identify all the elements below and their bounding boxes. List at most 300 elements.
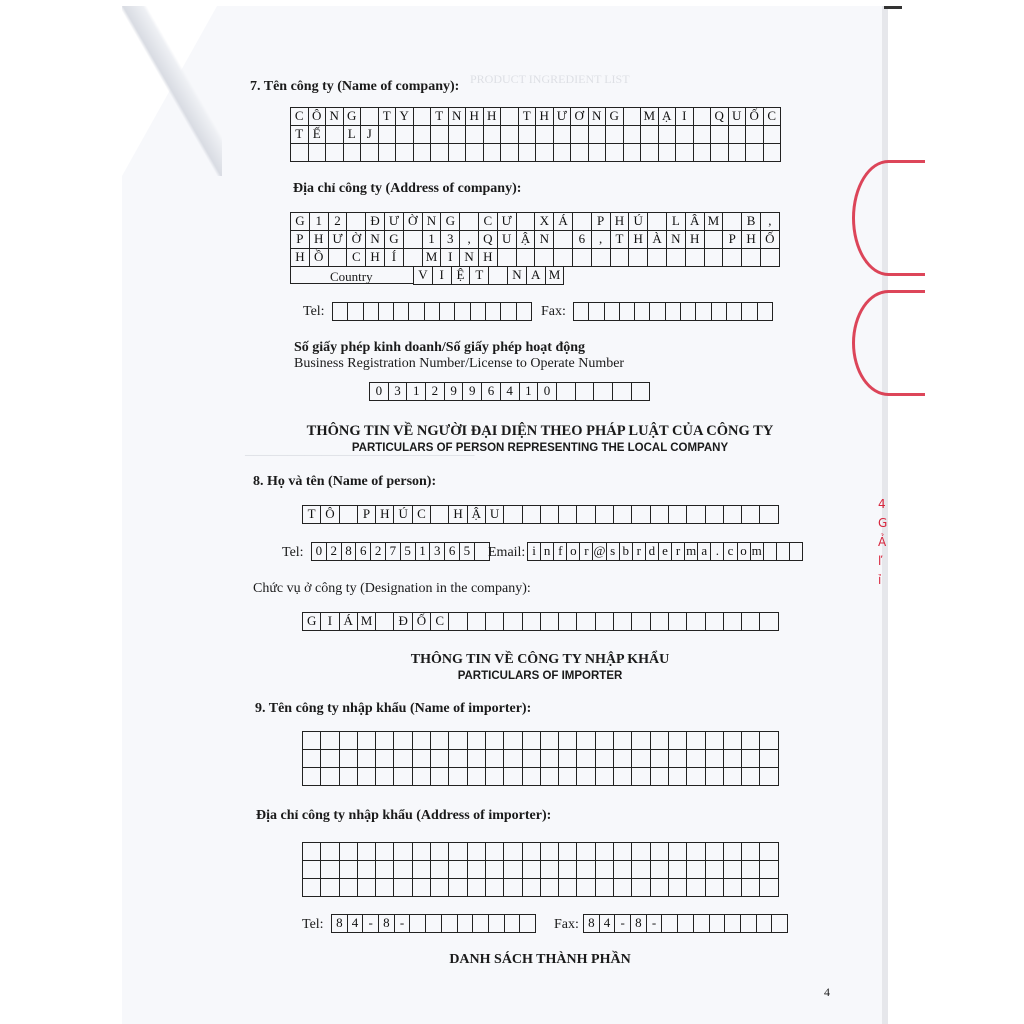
- char-cell[interactable]: [711, 144, 729, 162]
- char-cell[interactable]: [573, 249, 592, 267]
- char-cell[interactable]: Ư: [498, 213, 517, 231]
- char-cell[interactable]: [303, 768, 321, 786]
- char-cell[interactable]: [606, 126, 624, 144]
- char-cell[interactable]: T: [431, 108, 449, 126]
- char-cell[interactable]: [651, 879, 669, 897]
- char-cell[interactable]: [760, 506, 778, 524]
- char-cell[interactable]: [321, 879, 339, 897]
- char-cell[interactable]: [358, 732, 376, 750]
- char-cell[interactable]: Đ: [366, 213, 385, 231]
- char-cell[interactable]: [489, 267, 508, 285]
- char-cell[interactable]: [614, 732, 632, 750]
- char-cell[interactable]: [431, 861, 449, 879]
- char-cell[interactable]: L: [667, 213, 686, 231]
- char-cell[interactable]: [651, 732, 669, 750]
- char-cell[interactable]: T: [519, 108, 537, 126]
- char-cell[interactable]: [404, 231, 423, 249]
- char-cell[interactable]: [394, 303, 409, 321]
- char-cell[interactable]: [340, 843, 358, 861]
- char-cell[interactable]: [468, 879, 486, 897]
- char-cell[interactable]: [394, 861, 412, 879]
- char-cell[interactable]: [559, 843, 577, 861]
- char-cell[interactable]: [535, 249, 554, 267]
- char-cell[interactable]: [358, 843, 376, 861]
- person-name-grid[interactable]: [302, 505, 779, 524]
- char-cell[interactable]: [361, 144, 379, 162]
- char-cell[interactable]: [614, 768, 632, 786]
- char-cell[interactable]: B: [742, 213, 761, 231]
- char-cell[interactable]: [705, 249, 724, 267]
- char-cell[interactable]: [348, 303, 363, 321]
- char-cell[interactable]: [449, 879, 467, 897]
- char-cell[interactable]: [742, 861, 760, 879]
- char-cell[interactable]: [596, 861, 614, 879]
- char-cell[interactable]: [468, 861, 486, 879]
- char-cell[interactable]: [517, 249, 536, 267]
- char-cell[interactable]: [764, 126, 782, 144]
- char-cell[interactable]: [596, 732, 614, 750]
- char-cell[interactable]: ,: [592, 231, 611, 249]
- importer-address-grid[interactable]: [302, 842, 779, 897]
- char-cell[interactable]: [376, 768, 394, 786]
- char-cell[interactable]: [396, 144, 414, 162]
- char-cell[interactable]: o: [738, 543, 751, 561]
- char-cell[interactable]: [659, 144, 677, 162]
- char-cell[interactable]: 6: [356, 543, 371, 561]
- char-cell[interactable]: [706, 768, 724, 786]
- char-cell[interactable]: [468, 613, 486, 631]
- char-cell[interactable]: [504, 732, 522, 750]
- char-cell[interactable]: 4: [600, 915, 616, 933]
- char-cell[interactable]: 8: [584, 915, 600, 933]
- char-cell[interactable]: C: [764, 108, 782, 126]
- char-cell[interactable]: [725, 915, 741, 933]
- importer-tel-grid[interactable]: [331, 914, 536, 933]
- char-cell[interactable]: U: [729, 108, 747, 126]
- char-cell[interactable]: L: [344, 126, 362, 144]
- char-cell[interactable]: [669, 506, 687, 524]
- char-cell[interactable]: [501, 108, 519, 126]
- char-cell[interactable]: m: [685, 543, 698, 561]
- importer-fax-grid[interactable]: [583, 914, 788, 933]
- char-cell[interactable]: [466, 126, 484, 144]
- char-cell[interactable]: [706, 843, 724, 861]
- char-cell[interactable]: [504, 506, 522, 524]
- char-cell[interactable]: [605, 303, 620, 321]
- char-cell[interactable]: H: [291, 249, 310, 267]
- char-cell[interactable]: [632, 879, 650, 897]
- char-cell[interactable]: [577, 861, 595, 879]
- char-cell[interactable]: [687, 613, 705, 631]
- char-cell[interactable]: -: [647, 915, 663, 933]
- char-cell[interactable]: [554, 126, 572, 144]
- char-cell[interactable]: [523, 879, 541, 897]
- char-cell[interactable]: [541, 613, 559, 631]
- char-cell[interactable]: 6: [445, 543, 460, 561]
- char-cell[interactable]: [523, 732, 541, 750]
- char-cell[interactable]: [729, 144, 747, 162]
- char-cell[interactable]: e: [659, 543, 672, 561]
- char-cell[interactable]: [541, 506, 559, 524]
- char-cell[interactable]: [394, 732, 412, 750]
- char-cell[interactable]: [614, 879, 632, 897]
- char-cell[interactable]: N: [535, 231, 554, 249]
- char-cell[interactable]: [426, 915, 442, 933]
- char-cell[interactable]: [449, 861, 467, 879]
- char-cell[interactable]: [596, 843, 614, 861]
- char-cell[interactable]: Ồ: [310, 249, 329, 267]
- char-cell[interactable]: N: [508, 267, 527, 285]
- char-cell[interactable]: [557, 383, 576, 401]
- char-cell[interactable]: [757, 915, 773, 933]
- char-cell[interactable]: N: [589, 108, 607, 126]
- char-cell[interactable]: [742, 249, 761, 267]
- char-cell[interactable]: [326, 144, 344, 162]
- char-cell[interactable]: H: [466, 108, 484, 126]
- char-cell[interactable]: Â: [686, 213, 705, 231]
- char-cell[interactable]: [724, 732, 742, 750]
- char-cell[interactable]: [520, 915, 536, 933]
- char-cell[interactable]: [559, 861, 577, 879]
- char-cell[interactable]: [340, 732, 358, 750]
- char-cell[interactable]: [632, 383, 651, 401]
- char-cell[interactable]: I: [676, 108, 694, 126]
- char-cell[interactable]: U: [486, 506, 504, 524]
- char-cell[interactable]: [358, 750, 376, 768]
- char-cell[interactable]: [504, 879, 522, 897]
- char-cell[interactable]: Ạ: [659, 108, 677, 126]
- char-cell[interactable]: [449, 843, 467, 861]
- char-cell[interactable]: [376, 750, 394, 768]
- char-cell[interactable]: [394, 879, 412, 897]
- char-cell[interactable]: C: [479, 213, 498, 231]
- char-cell[interactable]: [501, 126, 519, 144]
- char-cell[interactable]: ,: [460, 231, 479, 249]
- char-cell[interactable]: I: [321, 613, 339, 631]
- char-cell[interactable]: [659, 126, 677, 144]
- char-cell[interactable]: [303, 843, 321, 861]
- char-cell[interactable]: [519, 126, 537, 144]
- char-cell[interactable]: [651, 750, 669, 768]
- char-cell[interactable]: [449, 613, 467, 631]
- char-cell[interactable]: N: [667, 231, 686, 249]
- char-cell[interactable]: [686, 249, 705, 267]
- char-cell[interactable]: [559, 768, 577, 786]
- char-cell[interactable]: [523, 506, 541, 524]
- char-cell[interactable]: H: [742, 231, 761, 249]
- char-cell[interactable]: P: [291, 231, 310, 249]
- char-cell[interactable]: [559, 613, 577, 631]
- char-cell[interactable]: T: [379, 108, 397, 126]
- char-cell[interactable]: 1: [423, 231, 442, 249]
- char-cell[interactable]: [414, 108, 432, 126]
- char-cell[interactable]: [742, 768, 760, 786]
- char-cell[interactable]: [614, 861, 632, 879]
- designation-grid[interactable]: [302, 612, 779, 631]
- char-cell[interactable]: [694, 126, 712, 144]
- char-cell[interactable]: H: [629, 231, 648, 249]
- char-cell[interactable]: H: [310, 231, 329, 249]
- char-cell[interactable]: T: [470, 267, 489, 285]
- char-cell[interactable]: [468, 843, 486, 861]
- char-cell[interactable]: [669, 732, 687, 750]
- char-cell[interactable]: 9: [463, 383, 482, 401]
- char-cell[interactable]: [624, 144, 642, 162]
- char-cell[interactable]: N: [326, 108, 344, 126]
- char-cell[interactable]: [694, 144, 712, 162]
- char-cell[interactable]: 8: [379, 915, 395, 933]
- char-cell[interactable]: [523, 843, 541, 861]
- char-cell[interactable]: [321, 861, 339, 879]
- char-cell[interactable]: Á: [554, 213, 573, 231]
- char-cell[interactable]: [504, 613, 522, 631]
- char-cell[interactable]: [742, 843, 760, 861]
- char-cell[interactable]: [596, 613, 614, 631]
- char-cell[interactable]: [449, 126, 467, 144]
- char-cell[interactable]: Ú: [394, 506, 412, 524]
- char-cell[interactable]: 3: [441, 231, 460, 249]
- char-cell[interactable]: Ú: [629, 213, 648, 231]
- char-cell[interactable]: [504, 861, 522, 879]
- char-cell[interactable]: [676, 144, 694, 162]
- importer-name-grid[interactable]: [302, 731, 779, 786]
- char-cell[interactable]: [687, 843, 705, 861]
- char-cell[interactable]: [589, 144, 607, 162]
- char-cell[interactable]: [410, 915, 426, 933]
- char-cell[interactable]: [414, 126, 432, 144]
- char-cell[interactable]: [449, 144, 467, 162]
- char-cell[interactable]: d: [646, 543, 659, 561]
- char-cell[interactable]: [742, 303, 757, 321]
- char-cell[interactable]: [592, 249, 611, 267]
- char-cell[interactable]: T: [291, 126, 309, 144]
- char-cell[interactable]: [486, 861, 504, 879]
- char-cell[interactable]: [471, 303, 486, 321]
- char-cell[interactable]: [413, 861, 431, 879]
- char-cell[interactable]: [746, 126, 764, 144]
- char-cell[interactable]: [669, 861, 687, 879]
- char-cell[interactable]: [554, 231, 573, 249]
- char-cell[interactable]: [760, 843, 778, 861]
- char-cell[interactable]: [669, 879, 687, 897]
- char-cell[interactable]: H: [449, 506, 467, 524]
- char-cell[interactable]: [742, 613, 760, 631]
- char-cell[interactable]: [760, 732, 778, 750]
- char-cell[interactable]: 2: [426, 383, 445, 401]
- char-cell[interactable]: [614, 613, 632, 631]
- char-cell[interactable]: @: [593, 543, 606, 561]
- char-cell[interactable]: ,: [761, 213, 780, 231]
- char-cell[interactable]: Y: [396, 108, 414, 126]
- char-cell[interactable]: [596, 506, 614, 524]
- char-cell[interactable]: [379, 303, 394, 321]
- char-cell[interactable]: [460, 213, 479, 231]
- char-cell[interactable]: [321, 843, 339, 861]
- char-cell[interactable]: [706, 879, 724, 897]
- char-cell[interactable]: [486, 732, 504, 750]
- char-cell[interactable]: Q: [711, 108, 729, 126]
- char-cell[interactable]: 4: [501, 383, 520, 401]
- char-cell[interactable]: [340, 750, 358, 768]
- char-cell[interactable]: [486, 750, 504, 768]
- country-grid[interactable]: [413, 266, 564, 285]
- char-cell[interactable]: [706, 506, 724, 524]
- char-cell[interactable]: [651, 843, 669, 861]
- char-cell[interactable]: [614, 843, 632, 861]
- char-cell[interactable]: [431, 144, 449, 162]
- char-cell[interactable]: G: [441, 213, 460, 231]
- char-cell[interactable]: Ế: [309, 126, 327, 144]
- char-cell[interactable]: [746, 144, 764, 162]
- char-cell[interactable]: Ư: [329, 231, 348, 249]
- char-cell[interactable]: [523, 613, 541, 631]
- char-cell[interactable]: Q: [479, 231, 498, 249]
- char-cell[interactable]: N: [423, 213, 442, 231]
- char-cell[interactable]: [379, 126, 397, 144]
- char-cell[interactable]: 6: [573, 231, 592, 249]
- char-cell[interactable]: [624, 108, 642, 126]
- char-cell[interactable]: [519, 144, 537, 162]
- char-cell[interactable]: 3: [430, 543, 445, 561]
- char-cell[interactable]: [650, 303, 665, 321]
- char-cell[interactable]: [541, 768, 559, 786]
- char-cell[interactable]: [486, 613, 504, 631]
- char-cell[interactable]: [742, 750, 760, 768]
- char-cell[interactable]: [758, 303, 773, 321]
- char-cell[interactable]: [573, 213, 592, 231]
- char-cell[interactable]: [431, 506, 449, 524]
- char-cell[interactable]: [333, 303, 348, 321]
- char-cell[interactable]: [651, 768, 669, 786]
- char-cell[interactable]: [376, 879, 394, 897]
- char-cell[interactable]: G: [291, 213, 310, 231]
- char-cell[interactable]: [541, 861, 559, 879]
- char-cell[interactable]: J: [361, 126, 379, 144]
- char-cell[interactable]: [711, 126, 729, 144]
- char-cell[interactable]: [413, 750, 431, 768]
- char-cell[interactable]: [687, 732, 705, 750]
- char-cell[interactable]: Ệ: [452, 267, 471, 285]
- char-cell[interactable]: [449, 750, 467, 768]
- char-cell[interactable]: 8: [342, 543, 357, 561]
- char-cell[interactable]: [696, 303, 711, 321]
- char-cell[interactable]: [614, 506, 632, 524]
- char-cell[interactable]: M: [358, 613, 376, 631]
- char-cell[interactable]: [594, 383, 613, 401]
- char-cell[interactable]: [413, 768, 431, 786]
- char-cell[interactable]: [706, 750, 724, 768]
- char-cell[interactable]: [772, 915, 788, 933]
- char-cell[interactable]: [632, 768, 650, 786]
- char-cell[interactable]: Ố: [413, 613, 431, 631]
- char-cell[interactable]: [466, 144, 484, 162]
- char-cell[interactable]: H: [686, 231, 705, 249]
- char-cell[interactable]: [723, 249, 742, 267]
- char-cell[interactable]: [574, 303, 589, 321]
- char-cell[interactable]: [729, 126, 747, 144]
- char-cell[interactable]: G: [344, 108, 362, 126]
- char-cell[interactable]: [431, 879, 449, 897]
- char-cell[interactable]: [431, 768, 449, 786]
- char-cell[interactable]: [571, 144, 589, 162]
- char-cell[interactable]: [431, 732, 449, 750]
- char-cell[interactable]: X: [535, 213, 554, 231]
- char-cell[interactable]: [484, 126, 502, 144]
- char-cell[interactable]: Á: [340, 613, 358, 631]
- person-tel-grid[interactable]: [311, 542, 490, 561]
- char-cell[interactable]: [764, 144, 782, 162]
- char-cell[interactable]: [577, 732, 595, 750]
- char-cell[interactable]: [624, 126, 642, 144]
- char-cell[interactable]: [687, 861, 705, 879]
- char-cell[interactable]: [706, 732, 724, 750]
- char-cell[interactable]: H: [376, 506, 394, 524]
- char-cell[interactable]: [577, 879, 595, 897]
- char-cell[interactable]: [361, 108, 379, 126]
- char-cell[interactable]: [687, 506, 705, 524]
- char-cell[interactable]: [724, 879, 742, 897]
- char-cell[interactable]: [358, 861, 376, 879]
- char-cell[interactable]: 1: [520, 383, 539, 401]
- char-cell[interactable]: [589, 303, 604, 321]
- char-cell[interactable]: n: [541, 543, 554, 561]
- char-cell[interactable]: [705, 231, 724, 249]
- char-cell[interactable]: [554, 144, 572, 162]
- char-cell[interactable]: [727, 303, 742, 321]
- char-cell[interactable]: [761, 249, 780, 267]
- char-cell[interactable]: M: [705, 213, 724, 231]
- char-cell[interactable]: [577, 768, 595, 786]
- company-tel-grid[interactable]: [332, 302, 532, 321]
- char-cell[interactable]: [409, 303, 424, 321]
- char-cell[interactable]: r: [633, 543, 646, 561]
- char-cell[interactable]: [394, 843, 412, 861]
- person-email-grid[interactable]: [527, 542, 803, 561]
- char-cell[interactable]: [321, 768, 339, 786]
- char-cell[interactable]: [777, 543, 790, 561]
- char-cell[interactable]: [669, 750, 687, 768]
- char-cell[interactable]: [651, 506, 669, 524]
- char-cell[interactable]: [376, 843, 394, 861]
- char-cell[interactable]: [576, 383, 595, 401]
- char-cell[interactable]: [724, 843, 742, 861]
- char-cell[interactable]: [486, 303, 501, 321]
- char-cell[interactable]: V: [414, 267, 433, 285]
- char-cell[interactable]: 1: [407, 383, 426, 401]
- char-cell[interactable]: Ậ: [517, 231, 536, 249]
- char-cell[interactable]: 2: [371, 543, 386, 561]
- char-cell[interactable]: [344, 144, 362, 162]
- char-cell[interactable]: i: [528, 543, 541, 561]
- char-cell[interactable]: P: [723, 231, 742, 249]
- char-cell[interactable]: [687, 879, 705, 897]
- char-cell[interactable]: [577, 750, 595, 768]
- char-cell[interactable]: [667, 249, 686, 267]
- char-cell[interactable]: Í: [385, 249, 404, 267]
- char-cell[interactable]: [413, 879, 431, 897]
- char-cell[interactable]: [662, 915, 678, 933]
- char-cell[interactable]: [641, 126, 659, 144]
- char-cell[interactable]: [303, 732, 321, 750]
- char-cell[interactable]: T: [303, 506, 321, 524]
- char-cell[interactable]: c: [724, 543, 737, 561]
- char-cell[interactable]: [632, 861, 650, 879]
- char-cell[interactable]: 2: [327, 543, 342, 561]
- char-cell[interactable]: 5: [401, 543, 416, 561]
- char-cell[interactable]: [629, 249, 648, 267]
- char-cell[interactable]: [571, 126, 589, 144]
- char-cell[interactable]: [651, 861, 669, 879]
